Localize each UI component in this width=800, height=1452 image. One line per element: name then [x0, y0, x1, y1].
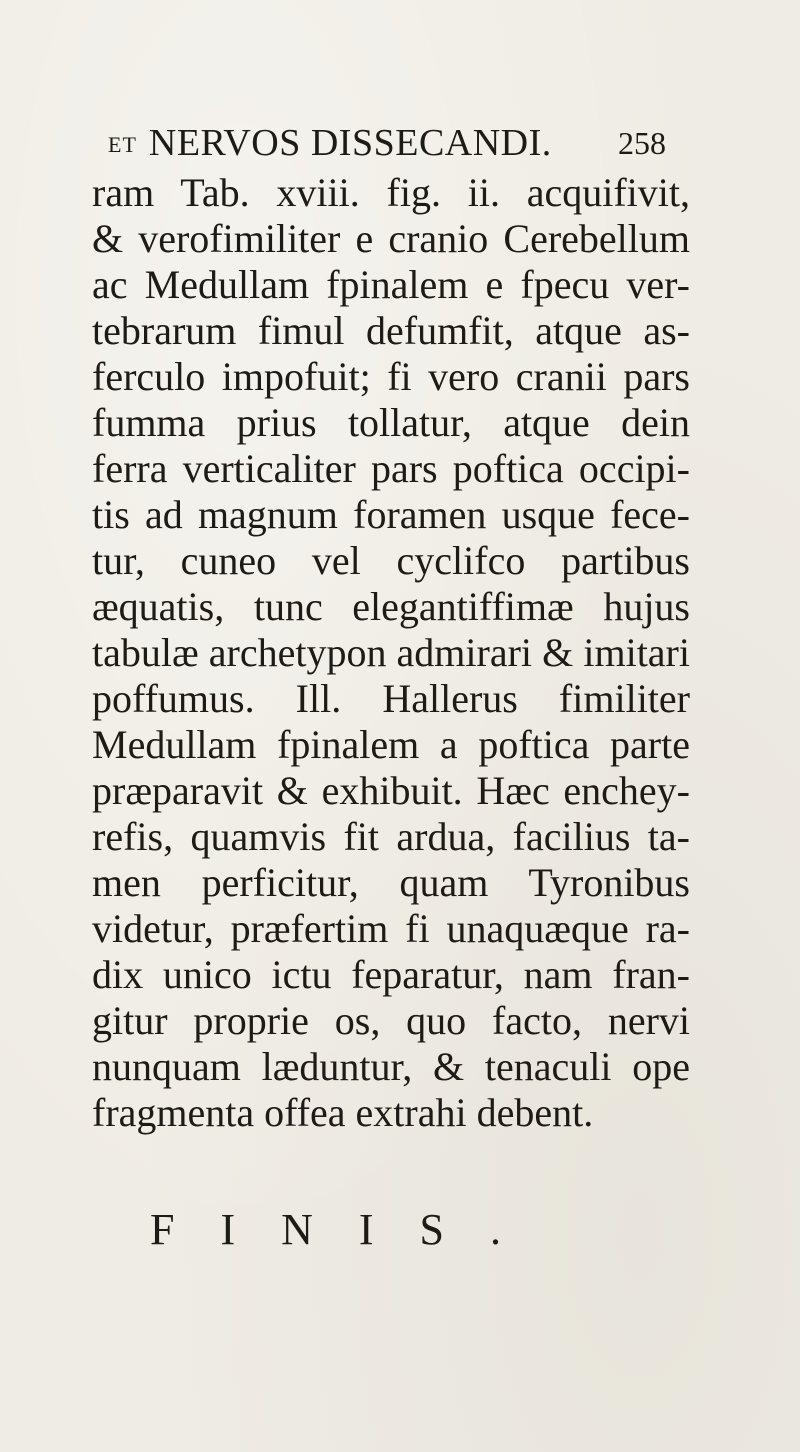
- text-line: tis ad magnum foramen usque fece-: [92, 492, 690, 537]
- page-header: [108, 118, 668, 168]
- text-line: fragmenta offea extrahi debent.: [92, 1090, 594, 1135]
- text-line: videtur, præfertim fi unaquæque ra-: [92, 906, 690, 951]
- text-line: tebrarum fimul defumfit, atque as-: [92, 308, 690, 353]
- text-line: poffumus. Ill. Hallerus fimiliter: [92, 676, 690, 721]
- text-line: fumma prius tollatur, atque dein: [92, 400, 690, 445]
- text-line: men perficitur, quam Tyronibus: [92, 860, 690, 905]
- text-line: ac Medullam fpinalem e fpecu ver-: [92, 262, 690, 307]
- page-number: 258: [618, 125, 666, 161]
- text-line: & verofimiliter e cranio Cerebellum: [92, 216, 690, 261]
- text-line: dix unico ictu feparatur, nam fran-: [92, 952, 690, 997]
- text-line: præparavit & exhibuit. Hæc enchey-: [92, 768, 690, 813]
- text-line: Medullam fpinalem a poftica parte: [92, 722, 690, 767]
- finis-colophon: FINIS.: [150, 1205, 548, 1254]
- body-text: [92, 170, 690, 1136]
- running-head-prefix: ET: [108, 132, 137, 157]
- text-line: tur, cuneo vel cyclifco partibus: [92, 538, 690, 583]
- text-line: ram Tab. xviii. fig. ii. acquifivit,: [92, 170, 690, 215]
- text-line: nunquam læduntur, & tenaculi ope: [92, 1044, 690, 1089]
- text-line: æquatis, tunc elegantiffimæ hujus: [92, 584, 690, 629]
- text-line: tabulæ archetypon admirari & imitari: [92, 630, 690, 675]
- text-line: refis, quamvis fit ardua, facilius ta-: [92, 814, 690, 859]
- text-line: ferculo impofuit; fi vero cranii pars: [92, 354, 690, 399]
- text-line: ferra verticaliter pars poftica occipi-: [92, 446, 690, 491]
- running-head-title: NERVOS DISSECANDI.: [148, 122, 552, 164]
- text-line: gitur proprie os, quo facto, nervi: [92, 998, 690, 1043]
- running-head: [108, 118, 552, 170]
